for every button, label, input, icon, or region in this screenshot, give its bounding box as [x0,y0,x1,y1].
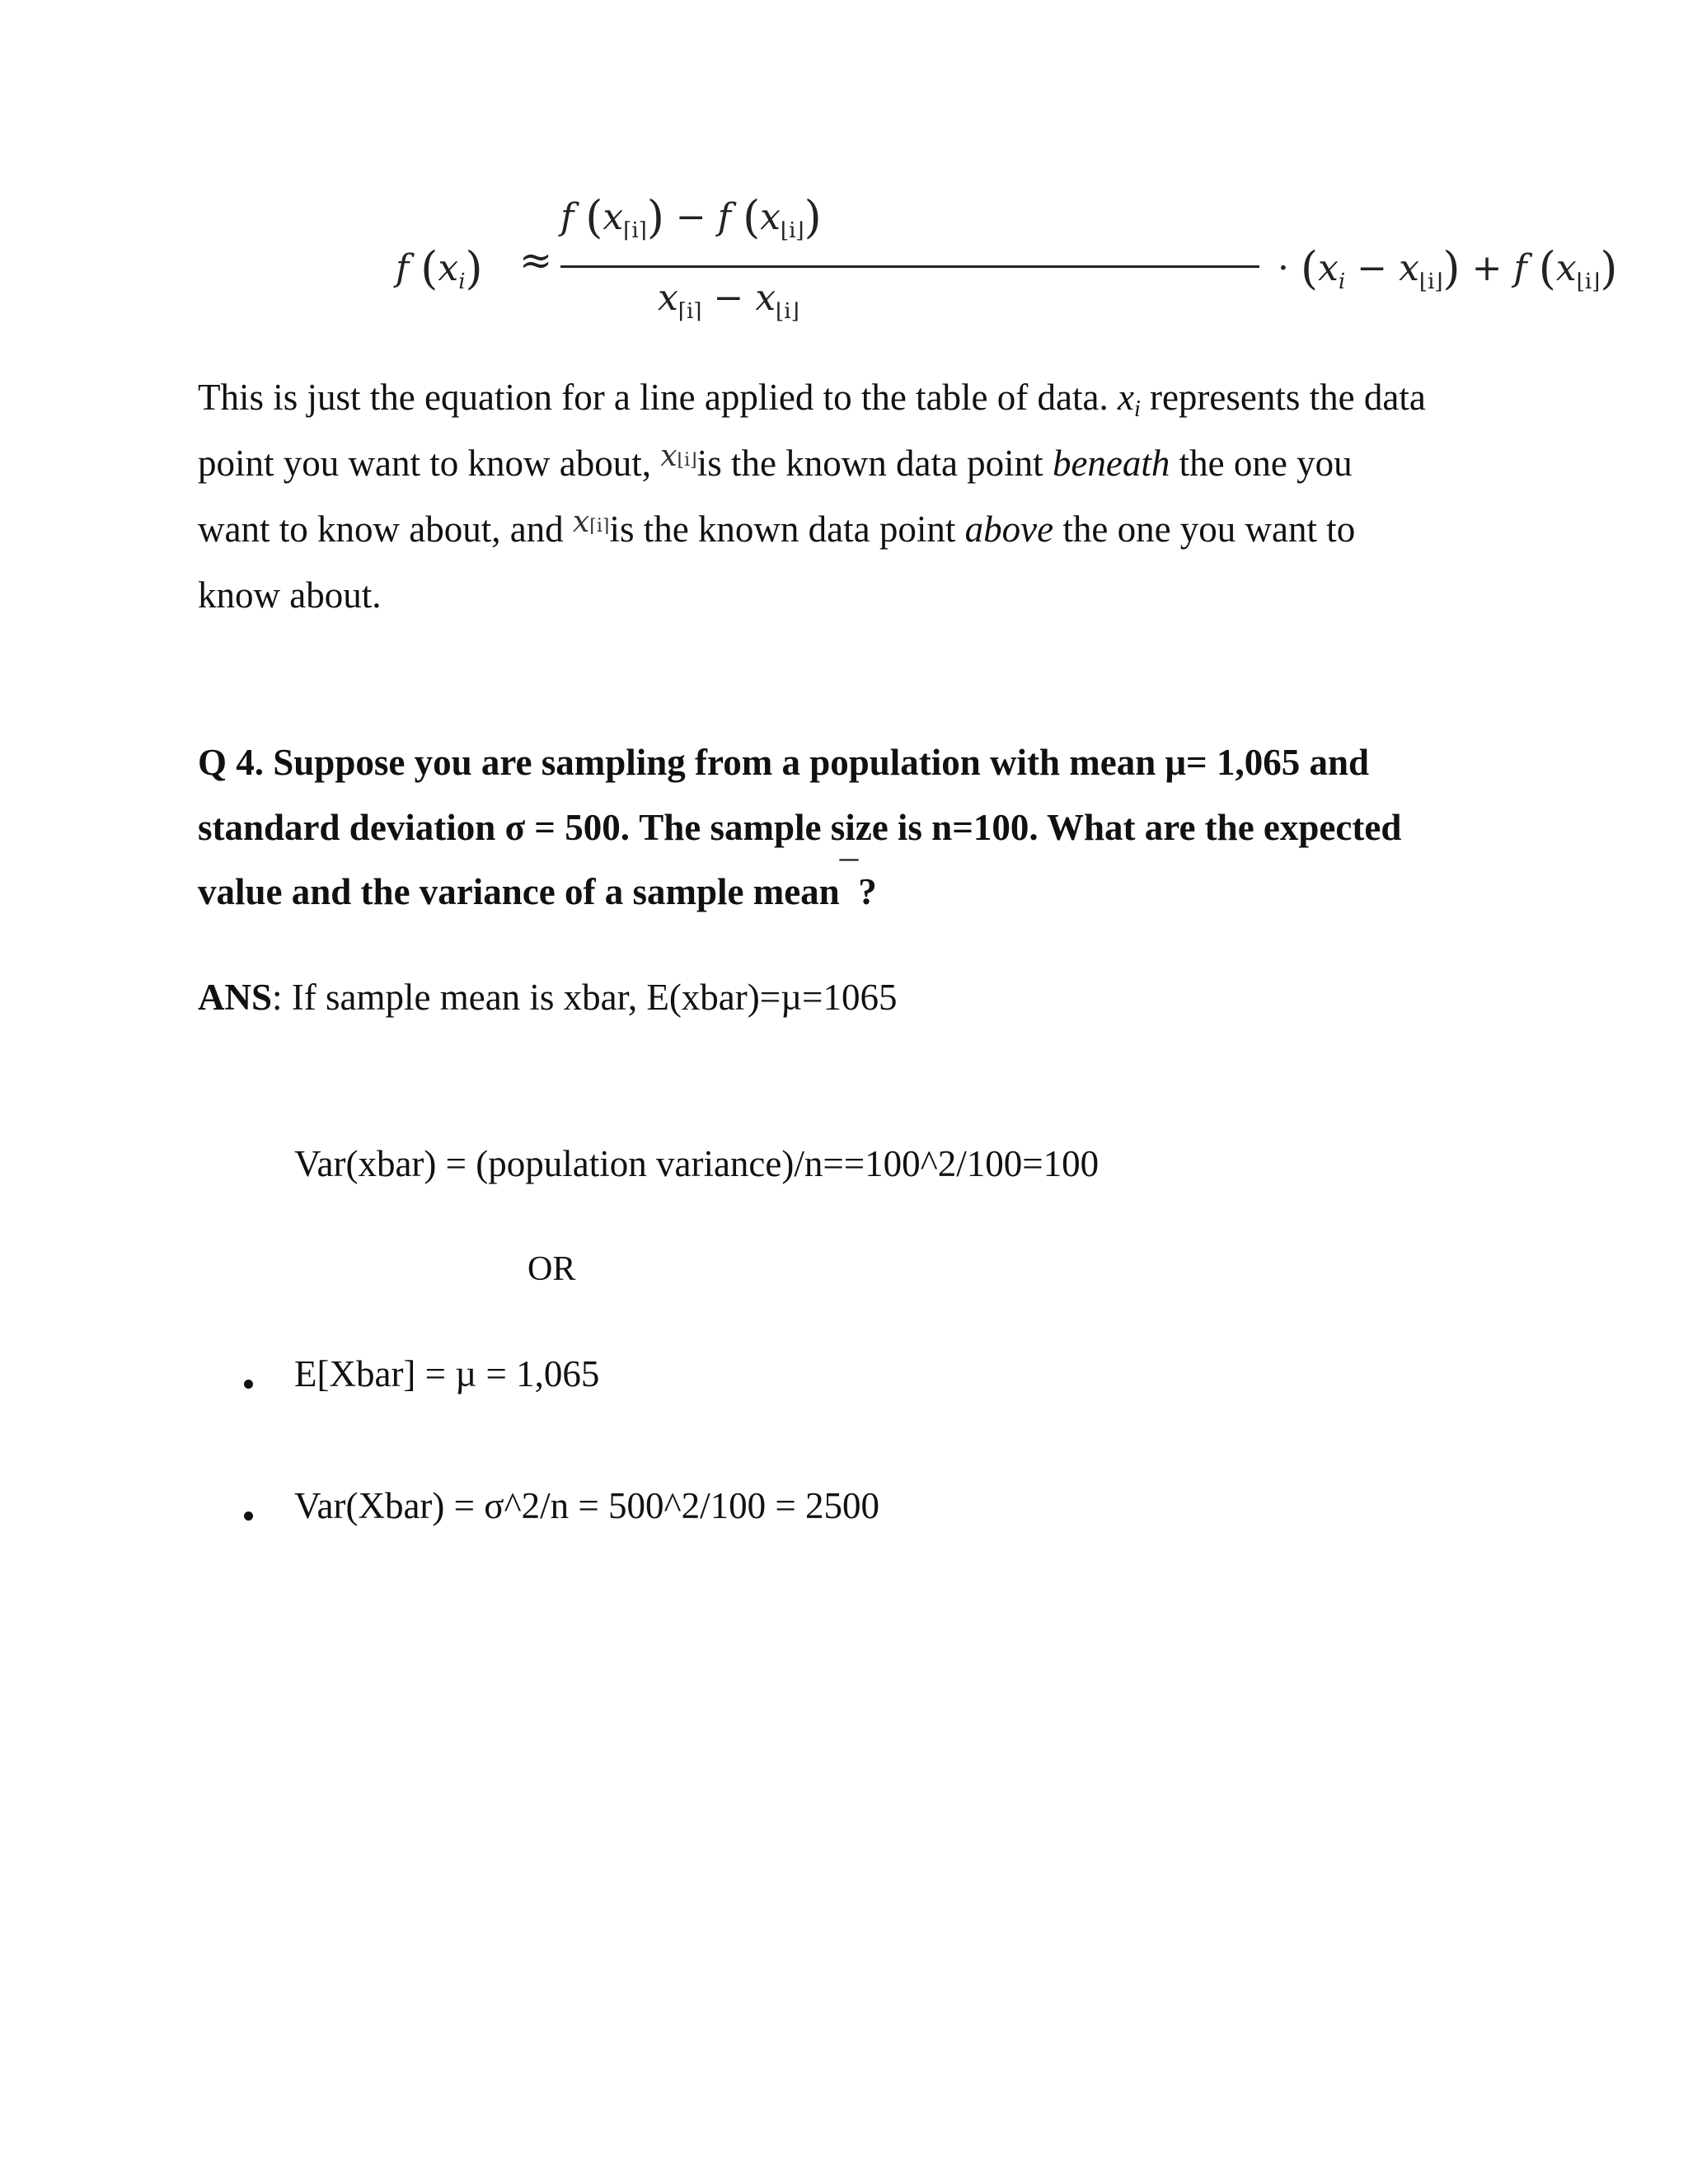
question-line-1: Q 4. Suppose you are sampling from a population with mean μ= 1,065 and [198,742,1369,783]
paragraph-line-2: point you want to know about, $^{x⌊i⌋}$is the known data point beneath the one you [198,439,1353,484]
x-ceil-symbol: x⌈i⌉ [572,505,610,539]
question-line-2: standard deviation σ = 500. The sample size is n=100. What are the expected [198,807,1402,848]
paragraph-line-4: know about. [198,574,382,616]
bullet-expected-value: E[Xbar] = µ = 1,065 [294,1353,600,1394]
paragraph-line-3: want to know about, and $^{x⌈i⌉}$is the known data point above the one you want to [198,505,1356,550]
formula-numerator: f $(x_{⌈i⌉}) - f$ $(x_{⌊i⌋})$ [560,191,822,243]
answer-label: ANS [198,977,273,1018]
bullet-icon [244,1511,253,1521]
question-line-3: value and the variance of a sample mean¯? [198,855,877,912]
variance-line: Var(xbar) = (population variance)/n==100^2/100=100 [294,1143,1100,1184]
formula-rhs: · $(x_i - x_{⌊i⌋}) + f$ $(x_{⌊i⌋})$ [1278,242,1618,294]
x-floor-symbol: x⌊i⌋ [660,439,697,473]
answer-line: ANS: If sample mean is xbar, E(xbar)=µ=1065 [198,977,898,1018]
bullet-variance: Var(Xbar) = σ^2/n = 500^2/100 = 2500 [294,1485,880,1526]
approx-symbol: ≈ [519,237,553,284]
fraction-bar [560,265,1259,268]
or-separator: OR [528,1250,576,1288]
linear-interpolation-formula [396,183,1618,324]
formula-denominator: $x_{⌈i⌉} - x_{⌊i⌋}$ [658,277,799,324]
paragraph-line-1: This is just the equation for a line applied to the table of data. xi represents the data [198,377,1426,422]
bullet-icon [244,1380,253,1389]
formula-lhs: f $(x_i)$ [396,242,483,294]
